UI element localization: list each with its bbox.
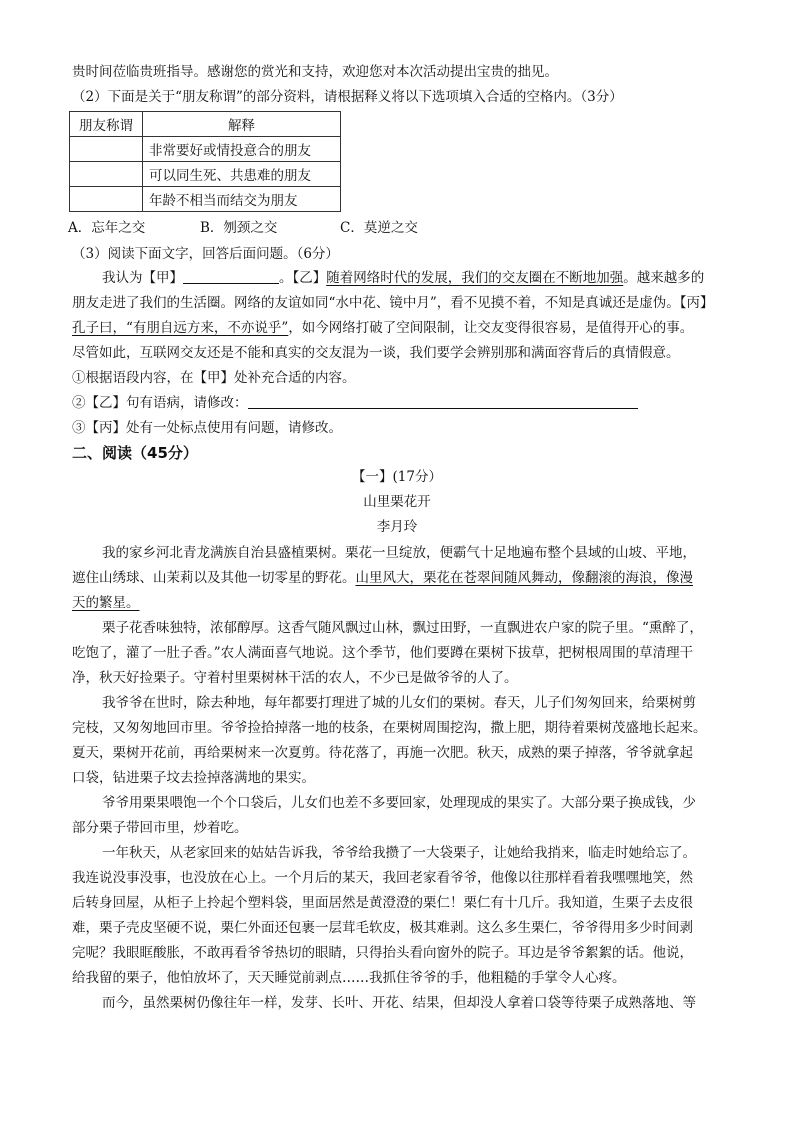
option-b: B．刎颈之交 — [200, 220, 278, 236]
article-line: 我连说没事没事，也没放在心上。一个月后的某天，我回老家看爷爷，他像以往那样看着我嘿嘿地笑，然 — [72, 870, 693, 886]
table-header-row — [70, 112, 341, 137]
article-line — [72, 568, 693, 588]
passage-text: 我认为【甲】 — [102, 270, 183, 286]
q3-prompt: （3）阅读下面文字，回答后面问题。（6分） — [72, 246, 339, 262]
answer-blank-yi[interactable] — [248, 394, 638, 409]
passage-text: ，如今网络打破了空间限制，让交友变得很容易，是值得开心的事。 — [288, 320, 694, 336]
table-header-name: 朋友称谓 — [70, 112, 143, 137]
article-title: 山里栗花开 — [363, 494, 431, 510]
article-line: 夏天，栗树开花前，再给栗树来一次夏剪。待花落了，再施一次肥。秋天，成熟的栗子掉落，爷爷就拿起 — [72, 745, 693, 761]
meaning-cell: 非常要好或情投意合的朋友 — [143, 137, 341, 162]
article-line: 给我留的栗子，他怕放坏了，天天睡觉前剥点……我抓住爷爷的手，他粗糙的手掌令人心疼。 — [72, 970, 626, 986]
friend-terms-table — [69, 111, 341, 212]
subquestion-2 — [72, 393, 638, 413]
answer-blank-jia[interactable] — [183, 269, 279, 284]
article-line: 难，栗子壳皮坚硬不说，栗仁外面还包裹一层茸毛软皮，极其难剥。这么多生栗仁，爷爷得用多少时间剥 — [72, 920, 693, 936]
underlined-sentence-bing: 孔子曰，“有朋自远方来，不亦说乎” — [72, 320, 289, 336]
passage-line-2: 朋友走进了我们的生活圈。网络的友谊如同“水中花、镜中月”，看不见摸不着，不知是真诚还是虚伪。【丙】 — [72, 295, 714, 311]
article-line: 爷爷用栗果喂饱一个个口袋后，儿女们也差不多要回家，处理现成的果实了。大部分栗子换成钱，少 — [102, 795, 696, 811]
table-row — [70, 162, 341, 187]
article-author: 李月玲 — [376, 519, 418, 535]
underlined-sentence-yi: 随着网络时代的发展，我们的交友圈在不断地加强 — [326, 270, 624, 286]
answer-cell[interactable] — [70, 187, 143, 212]
article-line: 完枝，又匆匆地回市里。爷爷捡拾掉落一地的枝条，在栗树周围挖沟，撒上肥，期待着栗树茂盛地长起来。 — [72, 720, 707, 736]
intro-tail: 贵时间莅临贵班指导。感谢您的赏光和支持，欢迎您对本次活动提出宝贵的拙见。 — [72, 64, 558, 80]
option-c: C．莫逆之交 — [340, 220, 418, 236]
meaning-cell: 年龄不相当而结交为朋友 — [143, 187, 341, 212]
section-title: 二、阅读（45分） — [72, 444, 198, 462]
underlined-sentence-end: 天的繁星。 — [72, 595, 140, 611]
passage-line-3 — [72, 318, 693, 338]
article-line — [72, 593, 140, 613]
table-row — [70, 137, 341, 162]
article-line: 净，秋天好捡栗子。守着村里栗树林干活的农人，不少已是做爷爷的人了。 — [72, 670, 518, 686]
article-line: 我爷爷在世时，除去种地，每年都要打理进了城的儿女们的栗树。春天，儿子们匆匆回来，给栗树剪 — [102, 695, 696, 711]
answer-cell[interactable] — [70, 137, 143, 162]
subquestion-3: ③【丙】处有一处标点使用有问题，请修改。 — [72, 420, 342, 436]
passage-line-1 — [102, 268, 704, 288]
table-row — [70, 187, 341, 212]
answer-cell[interactable] — [70, 162, 143, 187]
article-line: 口袋，钻进栗子坟去捡掉落满地的果实。 — [72, 770, 315, 786]
passage-text: 。越来越多的 — [623, 270, 705, 286]
article-line: 部分栗子带回市里，炒着吃。 — [72, 820, 248, 836]
subquestion-1: ①根据语段内容，在【甲】处补充合适的内容。 — [72, 370, 356, 386]
article-line: 完呢？我眼眶酸胀，不敢再看爷爷热切的眼睛，只得抬头看向窗外的院子。耳边是爷爷絮絮的话。他说， — [72, 945, 693, 961]
article-line: 栗子花香味独特，浓郁醇厚。这香气随风飘过山林，飘过田野，一直飘进农户家的院子里。“熏醉了， — [102, 620, 703, 636]
underlined-sentence: 山里风大，栗花在苍翠间随风舞动，像翻滚的海浪，像漫 — [355, 570, 693, 586]
q2-prompt: （2）下面是关于“朋友称谓”的部分资料，请根据释义将以下选项填入合适的空格内。（3分） — [72, 89, 623, 105]
passage-line-4: 尽管如此，互联网交友还是不能和真实的交友混为一谈，我们要学会辨别那和满面容背后的真情假意。 — [72, 345, 680, 361]
article-line: 吃饱了，灌了一肚子香。”农人满面喜气地说。这个季节，他们要蹲在栗树下拔草，把树根周围的草清理干 — [72, 645, 694, 661]
article-line: 我的家乡河北青龙满族自治县盛植栗树。栗花一旦绽放，便霸气十足地遍布整个县域的山坡、平地， — [102, 545, 696, 561]
passage-text: 。【乙】 — [279, 270, 327, 286]
table-header-meaning: 解释 — [143, 112, 341, 137]
article-line: 而今，虽然栗树仍像往年一样，发芽、长叶、开花、结果，但却没人拿着口袋等待栗子成熟落地、等 — [102, 995, 696, 1011]
article-line: 后转身回屋，从柜子上拎起个塑料袋，里面居然是黄澄澄的栗仁！栗仁有十几斤。我知道，生栗子去皮很 — [72, 895, 693, 911]
article-line: 一年秋天，从老家回来的姑姑告诉我，爷爷给我攒了一大袋栗子，让她给我捎来，临走时她给忘了。 — [102, 845, 696, 861]
part-label: 【一】(17分） — [352, 469, 442, 485]
meaning-cell: 可以同生死、共患难的朋友 — [143, 162, 341, 187]
article-text: 遮住山绣球、山茉莉以及其他一切零星的野花。 — [72, 570, 356, 586]
option-a: A．忘年之交 — [68, 220, 146, 236]
subquestion-2-text: ②【乙】句有语病，请修改： — [72, 395, 248, 411]
